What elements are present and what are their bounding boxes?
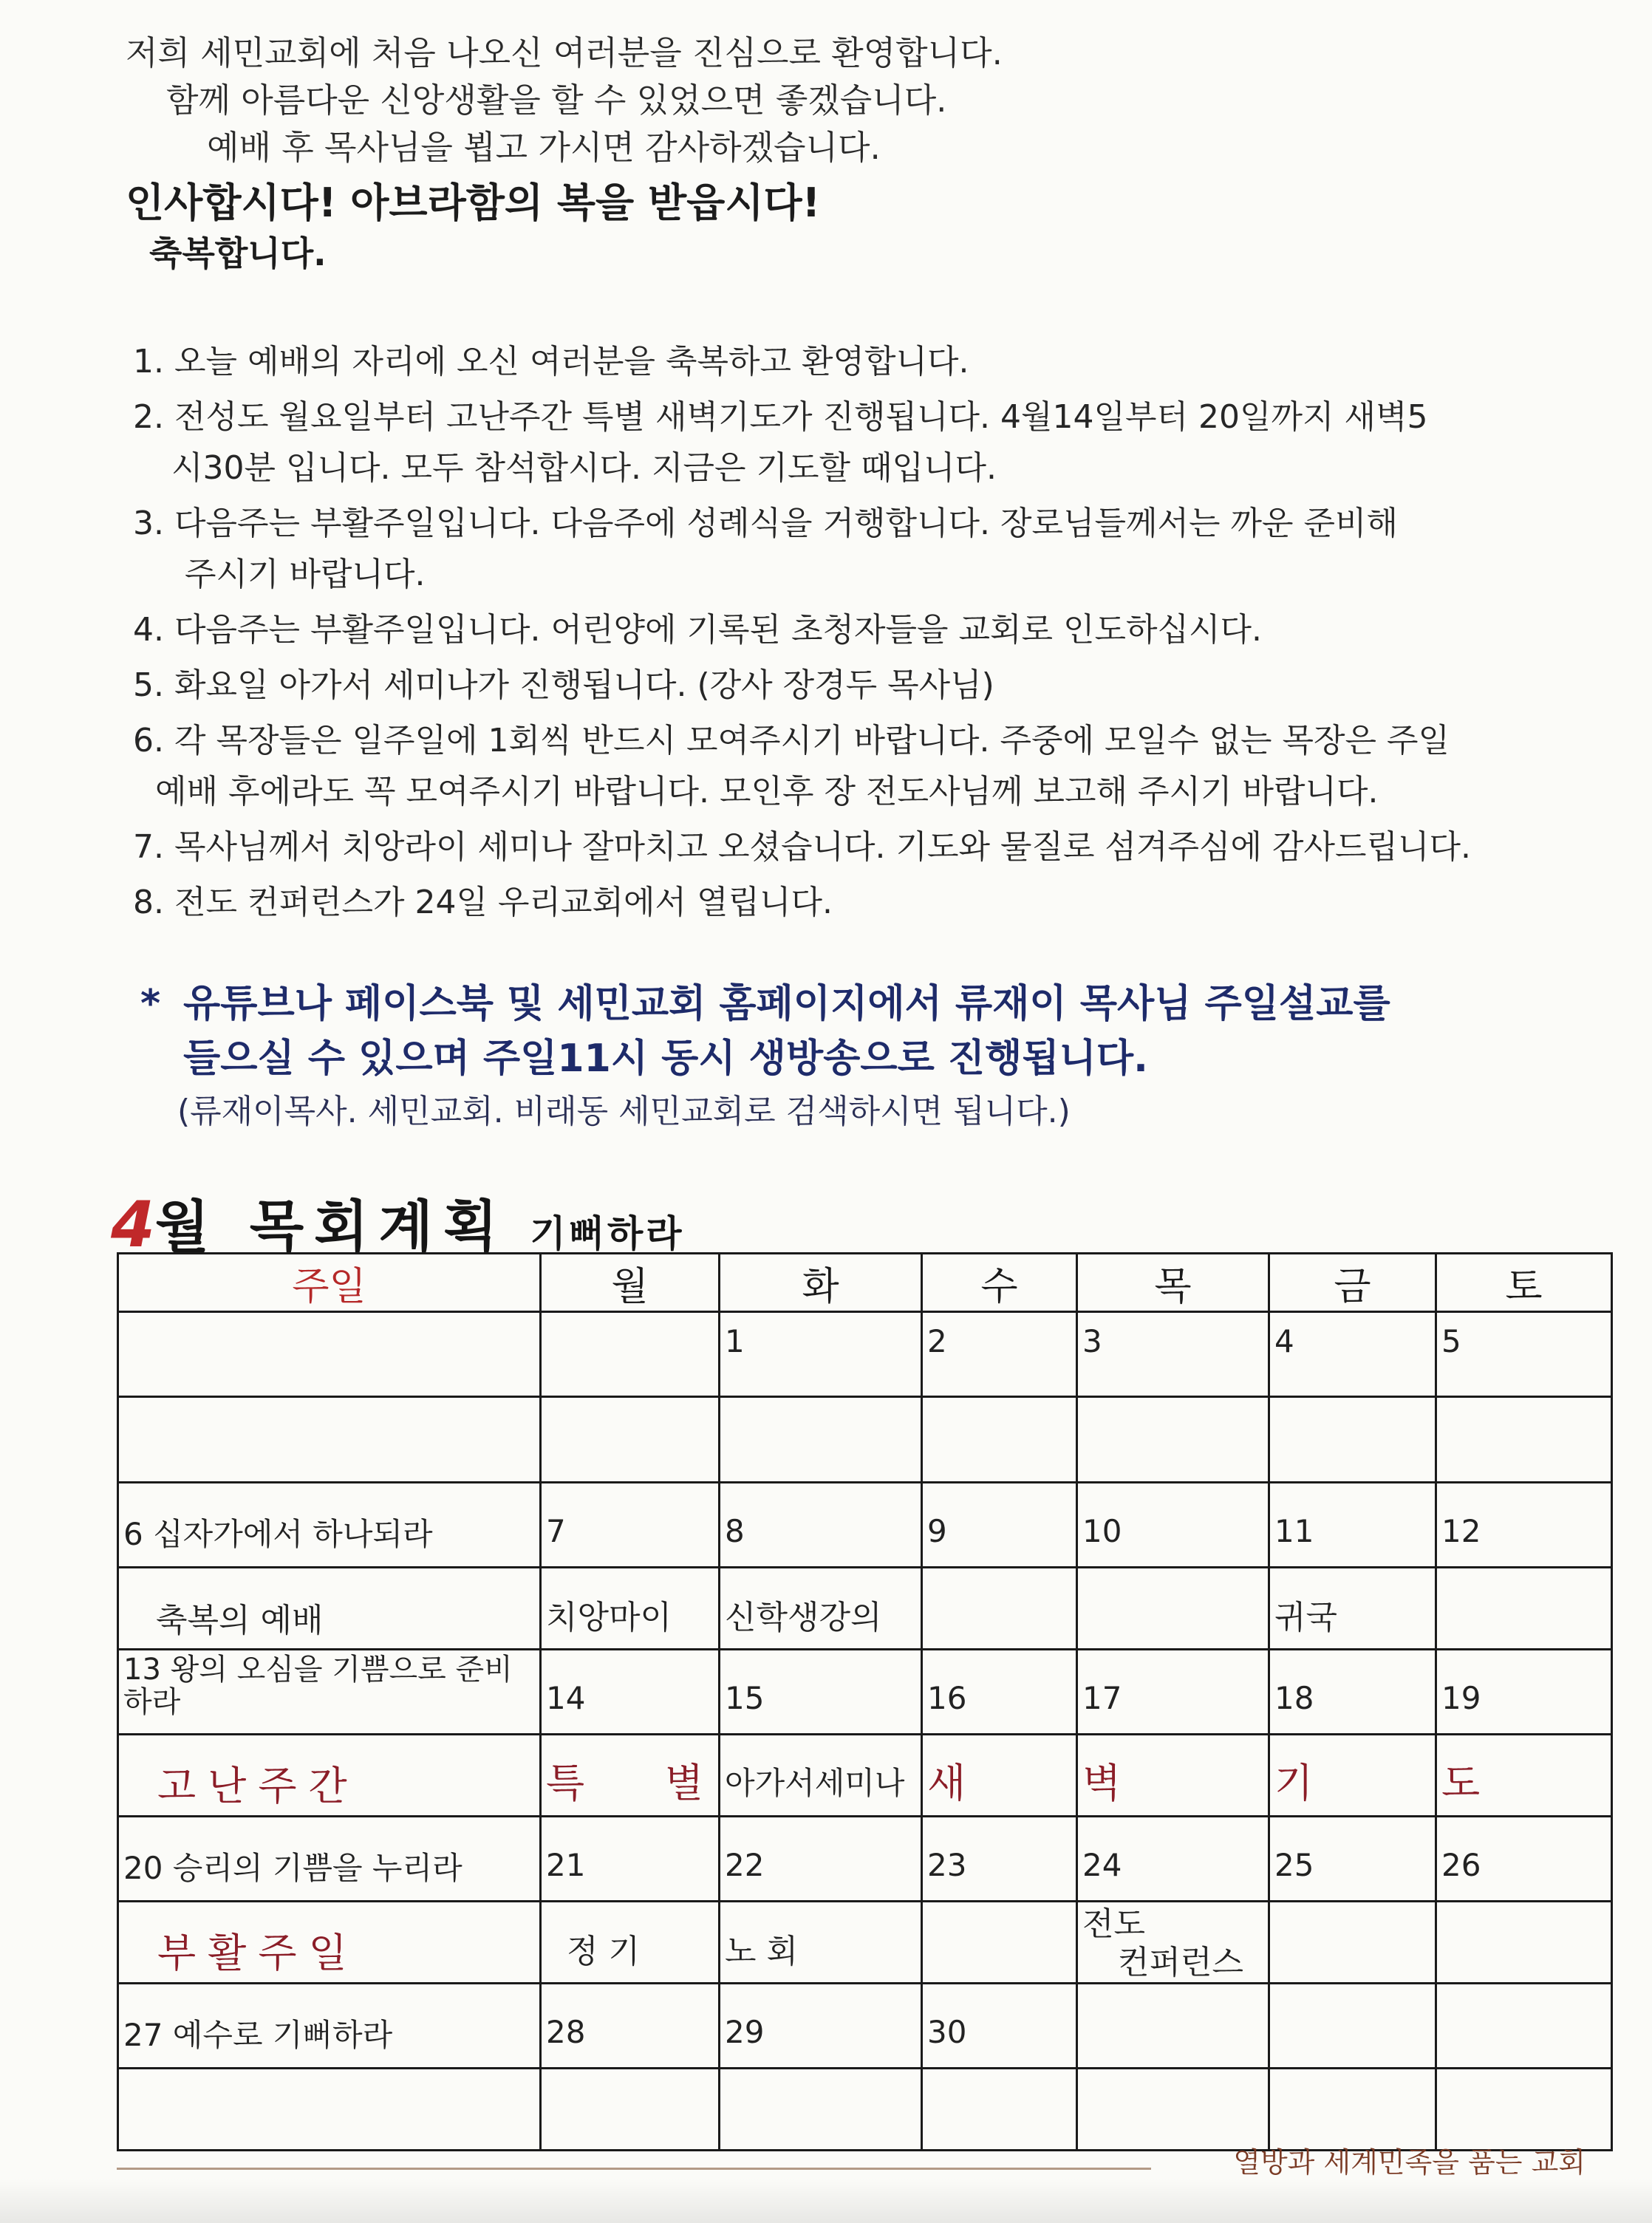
activity-cell (720, 2069, 922, 2151)
activity-cell: 새 (922, 1735, 1077, 1817)
header-wed: 수 (922, 1254, 1077, 1312)
announcement-item: 1. 오늘 예배의 자리에 오신 여러분을 축복하고 환영합니다. (133, 343, 969, 380)
day-cell: 22 (720, 1817, 922, 1902)
activity-cell (1269, 2069, 1436, 2151)
broadcast-notice (140, 977, 1581, 1138)
sunday-activity: 고난주간 (118, 1735, 541, 1817)
activity-cell (1436, 1397, 1612, 1483)
day-cell: 15 (720, 1650, 922, 1735)
calendar-theme: 기뻐하라 (530, 1212, 685, 1255)
sunday-activity: 부활주일 (118, 1902, 541, 1984)
announcement-item: 3. 다음주는 부활주일입니다. 다음주에 성례식을 거행합니다. 장로님들께서는 까운 준비해 (133, 505, 1399, 542)
day-cell: 7 (541, 1483, 720, 1568)
notice-line-1: 유튜브나 페이스북 및 세민교회 홈페이지에서 류재이 목사님 주일설교를 (183, 982, 1390, 1026)
sunday-theme: 6 십자가에서 하나되라 (118, 1483, 541, 1568)
welcome-line-2: 함께 아름다운 신앙생활을 할 수 있었으면 좋겠습니다. (166, 81, 947, 120)
day-cell: 16 (922, 1650, 1077, 1735)
week-1-dates (118, 1312, 1612, 1397)
activity-cell (118, 2069, 541, 2151)
activity-cell (1436, 1568, 1612, 1650)
sunday-activity: 축복의 예배 (118, 1568, 541, 1650)
announcement-item: 5. 화요일 아가서 세미나가 진행됩니다. (강사 장경두 목사님) (133, 666, 994, 704)
activity-cell (1077, 1397, 1269, 1483)
header-thu: 목 (1077, 1254, 1269, 1312)
activity-cell (1436, 2069, 1612, 2151)
announcement-item: 6. 각 목장들은 일주일에 1회씩 반드시 모여주시기 바랍니다. 주중에 모일수 없는 목장은 주일 (133, 722, 1450, 759)
day-cell: 9 (922, 1483, 1077, 1568)
activity-cell: 전도 컨퍼런스 (1077, 1902, 1269, 1984)
day-cell: 26 (1436, 1817, 1612, 1902)
activity-cell (1077, 2069, 1269, 2151)
activity-cell (1269, 1397, 1436, 1483)
activity-cell (922, 1902, 1077, 1984)
week-2-activities (118, 1568, 1612, 1650)
calendar-heading: 월 목회계획 (154, 1194, 508, 1260)
footer-divider (117, 2168, 1151, 2170)
notice-line-2: 들으실 수 있으며 주일11시 동시 생방송으로 진행됩니다. (183, 1037, 1148, 1081)
activity-cell: 치앙마이 (541, 1568, 720, 1650)
day-cell: 2 (922, 1312, 1077, 1397)
announcement-continuation: 예배 후에라도 꼭 모여주시기 바랍니다. 모인후 장 전도사님께 보고해 주시기 바랍니다. (155, 773, 1379, 810)
day-cell: 11 (1269, 1483, 1436, 1568)
church-slogan: 열방과 세계민족을 품는 교회 (1233, 2146, 1586, 2179)
announcement-item: 7. 목사님께서 치앙라이 세미나 잘마치고 오셨습니다. 기도와 물질로 섬겨주심에 감사드립니다. (133, 828, 1472, 866)
sunday-theme: 27 예수로 기뻐하라 (118, 1984, 541, 2069)
day-cell (1269, 1984, 1436, 2069)
activity-cell (1269, 1902, 1436, 1984)
day-cell (1077, 1984, 1269, 2069)
activity-cell (922, 2069, 1077, 2151)
day-cell: 1 (720, 1312, 922, 1397)
welcome-section (126, 30, 1529, 276)
welcome-line-3: 예배 후 목사님을 뵙고 가시면 감사하겠습니다. (207, 128, 881, 167)
week-4-dates (118, 1817, 1612, 1902)
week-3-activities (118, 1735, 1612, 1817)
day-cell: 17 (1077, 1650, 1269, 1735)
day-cell: 28 (541, 1984, 720, 2069)
greeting-line: 인사합시다! 아브라함의 복을 받읍시다! (126, 180, 821, 226)
header-sun: 주일 (118, 1254, 541, 1312)
day-cell: 5 (1436, 1312, 1612, 1397)
header-fri: 금 (1269, 1254, 1436, 1312)
day-cell: 30 (922, 1984, 1077, 2069)
day-cell: 21 (541, 1817, 720, 1902)
sunday-theme: 13 왕의 오심을 기쁨으로 준비하라 (118, 1650, 541, 1735)
day-cell: 23 (922, 1817, 1077, 1902)
activity-cell: 도 (1436, 1735, 1612, 1817)
week-4-activities (118, 1902, 1612, 1984)
welcome-line-1: 저희 세민교회에 처음 나오신 여러분을 진심으로 환영합니다. (126, 33, 1003, 72)
activity-cell: 신학생강의 (720, 1568, 922, 1650)
calendar-header-row (118, 1254, 1612, 1312)
week-5-activities (118, 2069, 1612, 2151)
week-3-dates (118, 1650, 1612, 1735)
day-cell: 18 (1269, 1650, 1436, 1735)
day-cell: 12 (1436, 1483, 1612, 1568)
page-edge-shadow (0, 2179, 1652, 2223)
activity-cell (922, 1397, 1077, 1483)
sunday-theme: 20 승리의 기쁨을 누리라 (118, 1817, 541, 1902)
activity-cell (1077, 1568, 1269, 1650)
activity-cell: 귀국 (1269, 1568, 1436, 1650)
activity-cell (1436, 1902, 1612, 1984)
activity-cell: 노 회 (720, 1902, 922, 1984)
header-tue: 화 (720, 1254, 922, 1312)
week-2-dates (118, 1483, 1612, 1568)
activity-cell (720, 1397, 922, 1483)
day-cell: 25 (1269, 1817, 1436, 1902)
day-cell (1436, 1984, 1612, 2069)
week-1-activities (118, 1397, 1612, 1483)
day-cell: 4 (1269, 1312, 1436, 1397)
day-cell: 10 (1077, 1483, 1269, 1568)
activity-cell (541, 2069, 720, 2151)
announcement-item: 8. 전도 컨퍼런스가 24일 우리교회에서 열립니다. (133, 884, 833, 921)
activity-cell: 아가서세미나 (720, 1735, 922, 1817)
activity-cell: 정 기 (541, 1902, 720, 1984)
header-mon: 월 (541, 1254, 720, 1312)
announcement-item: 2. 전성도 월요일부터 고난주간 특별 새벽기도가 진행됩니다. 4월14일부터 20일까지 새벽5 (133, 398, 1428, 436)
day-cell: 3 (1077, 1312, 1269, 1397)
day-cell (541, 1312, 720, 1397)
activity-cell (541, 1397, 720, 1483)
asterisk-icon: * (140, 982, 161, 1026)
activity-cell (922, 1568, 1077, 1650)
day-cell: 29 (720, 1984, 922, 2069)
announcement-item: 4. 다음주는 부활주일입니다. 어린양에 기록된 초청자들을 교회로 인도하십시다. (133, 611, 1263, 649)
activity-cell: 특 별 (541, 1735, 720, 1817)
day-cell: 19 (1436, 1650, 1612, 1735)
announcement-list (133, 334, 1596, 930)
activity-cell: 기 (1269, 1735, 1436, 1817)
announcement-continuation: 시30분 입니다. 모두 참석합시다. 지금은 기도할 때입니다. (171, 449, 997, 487)
day-cell: 8 (720, 1483, 922, 1568)
day-cell (118, 1312, 541, 1397)
announcement-continuation: 주시기 바랍니다. (185, 556, 426, 593)
activity-cell: 벽 (1077, 1735, 1269, 1817)
day-cell: 24 (1077, 1817, 1269, 1902)
calendar-month: 4 (111, 1188, 155, 1262)
calendar-title (111, 1182, 685, 1263)
header-sat: 토 (1436, 1254, 1612, 1312)
week-5-dates (118, 1984, 1612, 2069)
day-cell: 14 (541, 1650, 720, 1735)
blessing-line: 축복합니다. (149, 233, 327, 273)
activity-cell (118, 1397, 541, 1483)
april-plan-calendar (117, 1252, 1613, 2151)
notice-line-3: (류재이목사. 세민교회. 비래동 세민교회로 검색하시면 됩니다.) (177, 1093, 1071, 1130)
